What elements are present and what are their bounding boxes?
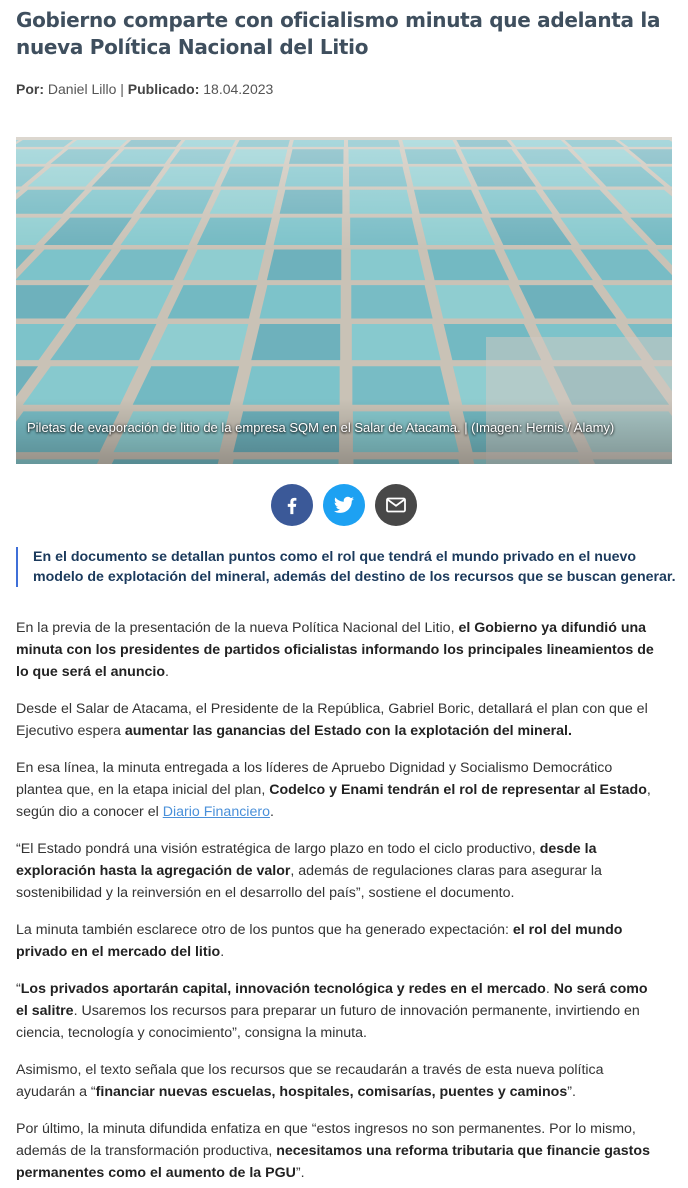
paragraph-text: . <box>165 664 169 680</box>
facebook-icon <box>281 494 303 516</box>
byline-separator: | <box>120 81 124 97</box>
paragraph-text: , además de regulaciones claras para asegurar la sostenibilidad y la reinversión en el desarrollo del país”, sostiene el documento. <box>16 863 602 901</box>
paragraph-text: , según dio a conocer el <box>16 782 651 820</box>
article-body <box>16 617 656 1188</box>
bold-text: financiar nuevas escuelas, hospitales, comisarías, puentes y caminos <box>95 1084 568 1100</box>
bold-text: Codelco y Enami tendrán el rol de representar al Estado <box>269 782 647 798</box>
facebook-share-button[interactable] <box>271 484 313 526</box>
paragraph-text: . <box>269 804 274 820</box>
share-bar <box>0 484 688 528</box>
paragraph-text: La minuta también esclarece otro de los puntos que ha generado expectación: <box>16 922 513 938</box>
paragraph-text: . <box>545 981 554 997</box>
body-paragraph <box>16 838 656 904</box>
author-label: Por: <box>16 81 44 97</box>
author-name: Daniel Lillo <box>47 81 117 97</box>
paragraph-text: Por último, la minuta difundida enfatiza en que “estos ingresos no son permanentes. Por lo mismo, además de la transformación productiva, <box>16 1121 636 1159</box>
twitter-share-button[interactable] <box>323 484 365 526</box>
paragraph-text: ”. <box>567 1084 576 1100</box>
article-title: Gobierno comparte con oficialismo minuta que adelanta la nueva Política Nacional del Litio <box>16 8 661 59</box>
bold-text: aumentar las ganancias del Estado con la explotación del mineral. <box>124 723 572 739</box>
bold-text: necesitamos una reforma tributaria que financie gastos permanentes como el aumento de la PGU <box>16 1143 650 1181</box>
evaporation-ponds-photo <box>16 137 672 464</box>
article-byline <box>16 80 273 98</box>
body-paragraph <box>16 757 656 823</box>
body-paragraph <box>16 617 656 683</box>
body-paragraph <box>16 978 656 1044</box>
body-paragraph <box>16 698 656 742</box>
bold-text: No será como el salitre <box>16 981 648 1019</box>
bold-text: Los privados aportarán capital, innovación tecnológica y redes en el mercado <box>20 981 546 997</box>
paragraph-text: En la previa de la presentación de la nueva Política Nacional del Litio, <box>16 620 459 636</box>
article-lead: En el documento se detallan puntos como el rol que tendrá el mundo privado en el nuevo modelo de explotación del mineral, además del destino de los recursos que se buscan generar. <box>16 547 678 587</box>
published-label: Publicado: <box>127 81 200 97</box>
paragraph-text: En esa línea, la minuta entregada a los líderes de Apruebo Dignidad y Socialismo Democrático plantea que, en la etapa inicial del plan, <box>16 760 613 798</box>
body-paragraph <box>16 1118 656 1184</box>
paragraph-text: Asimismo, el texto señala que los recursos que se recaudarán a través de esta nueva política ayudarán a “ <box>16 1062 604 1100</box>
paragraph-text: “El Estado pondrá una visión estratégica de largo plazo en todo el ciclo productivo, <box>16 841 540 857</box>
publish-date: 18.04.2023 <box>203 81 274 97</box>
email-share-button[interactable] <box>375 484 417 526</box>
paragraph-text: “ <box>16 981 21 997</box>
bold-text: desde la exploración hasta la agregación de valor <box>16 841 597 879</box>
paragraph-text: . Usaremos los recursos para preparar un futuro de innovación permanente, invirtiendo en ciencia, tecnología y conocimiento”, consigna la minuta. <box>16 1003 640 1041</box>
source-link[interactable]: Diario Financiero <box>162 804 270 820</box>
image-caption: Piletas de evaporación de litio de la empresa SQM en el Salar de Atacama. | (Imagen: Hernis / Alamy) <box>27 420 615 435</box>
body-paragraph <box>16 919 656 963</box>
article-hero-image <box>16 137 672 464</box>
twitter-icon <box>332 493 356 517</box>
bold-text: el rol del mundo privado en el mercado del litio <box>16 922 623 960</box>
email-icon <box>384 493 408 517</box>
paragraph-text: Desde el Salar de Atacama, el Presidente de la República, Gabriel Boric, detallará el plan con que el Ejecutivo espera <box>16 701 648 739</box>
paragraph-text: ”. <box>295 1165 305 1181</box>
bold-text: el Gobierno ya difundió una minuta con los presidentes de partidos oficialistas informando los principales lineamientos de lo que será el anuncio <box>16 620 654 680</box>
paragraph-text: . <box>220 944 225 960</box>
body-paragraph <box>16 1059 656 1103</box>
